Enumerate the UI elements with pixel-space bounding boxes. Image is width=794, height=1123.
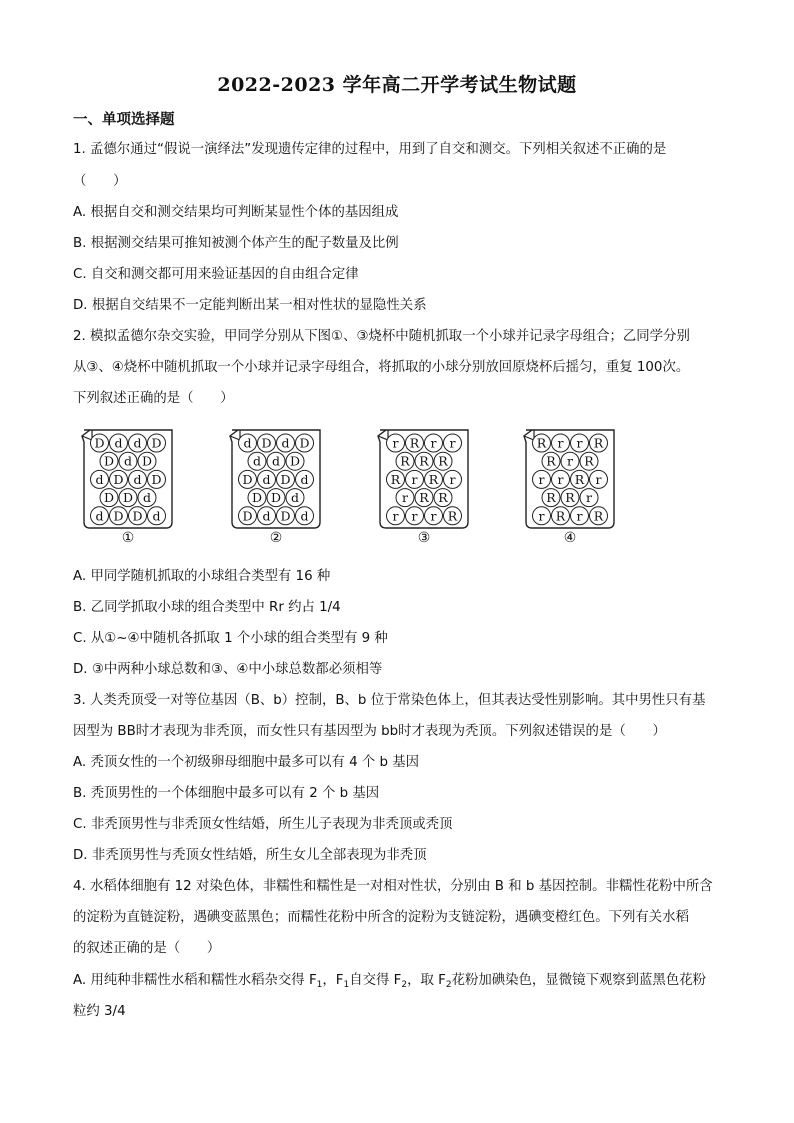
subscript: 2 — [401, 980, 408, 990]
q1-option-b: B. 根据测交结果可推知被测个体产生的配子数量及比例 — [73, 236, 399, 251]
ball-letter: r — [392, 508, 399, 524]
ball-letter: d — [114, 435, 123, 451]
q2-stem-line2: 从③、④烧杯中随机抓取一个小球并记录字母组合，将抓取的小球分别放回原烧杯后摇匀，重复 100次。 — [73, 360, 690, 375]
beaker-4-drawing — [522, 426, 618, 530]
ball-letter: r — [586, 490, 592, 506]
ball-letter: R — [536, 435, 547, 451]
ball-letter: R — [584, 453, 594, 469]
q4-stem-line1: 4. 水稻体细胞有 12 对染色体，非糯性和糯性是一对相对性状，分别由 B 和 b 基因控制。非糯性花粉中所含 — [73, 879, 713, 894]
page-title: 2022-2023 学年高二开学考试生物试题 — [217, 74, 577, 96]
ball-letter: D — [289, 453, 301, 469]
ball-letter: R — [555, 508, 566, 524]
ball-letter: r — [411, 471, 418, 487]
ball-letter: R — [438, 453, 448, 469]
ball-letter: D — [299, 435, 310, 451]
ball-letter: D — [280, 471, 291, 487]
q4-option-a-text: ，F — [322, 973, 344, 988]
ball-letter: r — [576, 508, 583, 524]
ball-letter: D — [141, 453, 153, 469]
ball-letter: R — [546, 453, 556, 469]
q2-option-c: C. 从①~④中随机各抓取 1 个小球的组合类型有 9 种 — [73, 631, 388, 646]
ball-letter: d — [290, 490, 300, 506]
ball-letter: d — [252, 453, 262, 469]
q4-stem-line2: 的淀粉为直链淀粉，遇碘变蓝黑色；而糯性花粉中所含的淀粉为支链淀粉，遇碘变橙红色。下列有关水稻 — [73, 910, 689, 925]
ball-letter: r — [557, 435, 564, 451]
ball-letter: r — [430, 435, 437, 451]
ball-letter: D — [242, 471, 253, 487]
q2-stem-line1: 2. 模拟孟德尔杂交实验，甲同学分别从下图①、③烧杯中随机抓取一个小球并记录字母组合；乙同学分别 — [73, 329, 690, 344]
ball-letter: R — [438, 490, 448, 506]
q3-option-b: B. 秃顶男性的一个体细胞中最多可以有 2 个 b 基因 — [73, 786, 380, 801]
ball-letter: d — [133, 471, 142, 487]
q2-option-a: A. 甲同学随机抓取的小球组合类型有 16 种 — [73, 569, 331, 584]
ball-letter: r — [567, 453, 573, 469]
ball-letter: R — [574, 471, 585, 487]
ball-letter: R — [400, 453, 410, 469]
q4-option-a-text: ，取 F — [407, 973, 446, 988]
q3-stem-line1: 3. 人类秃顶受一对等位基因（B、b）控制，B、b 位于常染色体上，但其表达受性别影响。其中男性只有基 — [73, 693, 706, 708]
q4-option-a-text: 花粉加碘染色，显微镜下观察到蓝黑色花粉 — [451, 973, 706, 988]
q2-option-b: B. 乙同学抓取小球的组合类型中 Rr 约占 1/4 — [73, 600, 341, 615]
ball-letter: d — [300, 471, 309, 487]
beaker-3 — [376, 426, 472, 552]
subscript: 1 — [343, 980, 350, 990]
ball-letter: d — [262, 471, 271, 487]
ball-letter: r — [576, 435, 583, 451]
ball-letter: D — [251, 490, 263, 506]
q3-option-a: A. 秃顶女性的一个初级卵母细胞中最多可以有 4 个 b 基因 — [73, 755, 420, 770]
ball-letter: D — [151, 471, 162, 487]
q3-option-c: C. 非秃顶男性与非秃顶女性结婚，所生儿子表现为非秃顶或秃顶 — [73, 817, 453, 832]
ball-letter: D — [113, 508, 124, 524]
beaker-4-label: ④ — [563, 530, 577, 546]
ball-letter: D — [113, 471, 124, 487]
ball-letter: R — [593, 508, 604, 524]
ball-letter: R — [546, 490, 556, 506]
section-heading: 一、单项选择题 — [73, 112, 175, 128]
q1-option-d: D. 根据自交结果不一定能判断出某一相对性状的显隐性关系 — [73, 298, 427, 313]
ball-letter: d — [95, 508, 104, 524]
ball-letter: R — [447, 508, 458, 524]
ball-letter: D — [261, 435, 272, 451]
ball-letter: D — [280, 508, 291, 524]
ball-letter: r — [557, 471, 564, 487]
beaker-1-drawing — [80, 426, 176, 530]
beaker-2-label: ② — [269, 530, 283, 546]
q1-option-c: C. 自交和测交都可用来验证基因的自由组合定律 — [73, 267, 359, 282]
ball-letter: r — [595, 471, 602, 487]
ball-letter: d — [152, 508, 161, 524]
ball-letter: R — [419, 453, 429, 469]
ball-letter: R — [419, 490, 429, 506]
ball-letter: d — [95, 471, 104, 487]
beaker-3-label: ③ — [417, 530, 431, 546]
beaker-3-drawing — [376, 426, 472, 530]
ball-letter: D — [94, 435, 105, 451]
beaker-1 — [80, 426, 176, 552]
ball-letter: r — [538, 508, 545, 524]
ball-letter: d — [133, 435, 142, 451]
ball-letter: d — [281, 435, 290, 451]
ball-letter: D — [122, 490, 134, 506]
q4-option-a-text: A. 用纯种非糯性水稻和糯性水稻杂交得 F — [73, 973, 317, 988]
ball-letter: R — [428, 471, 439, 487]
ball-letter: r — [449, 435, 456, 451]
ball-letter: r — [411, 508, 418, 524]
q3-option-d: D. 非秃顶男性与秃顶女性结婚，所生女儿全部表现为非秃顶 — [73, 848, 427, 863]
ball-letter: D — [242, 508, 253, 524]
ball-letter: R — [565, 490, 575, 506]
q4-option-a-line2: 粒约 3/4 — [73, 1004, 126, 1019]
ball-letter: R — [409, 435, 420, 451]
ball-letter: D — [270, 490, 282, 506]
ball-letter: r — [538, 471, 545, 487]
ball-letter: R — [390, 471, 401, 487]
beaker-1-label: ① — [121, 530, 135, 546]
ball-letter: r — [392, 435, 399, 451]
q1-option-a: A. 根据自交和测交结果均可判断某显性个体的基因组成 — [73, 205, 399, 220]
ball-letter: d — [142, 490, 152, 506]
q4-stem-line3: 的叙述正确的是（ ） — [73, 941, 221, 956]
beaker-2-drawing — [228, 426, 324, 530]
ball-letter: D — [103, 453, 115, 469]
q2-stem-line3: 下列叙述正确的是（ ） — [73, 391, 234, 406]
beaker-4 — [522, 426, 618, 552]
q4-option-a — [73, 972, 706, 994]
subscript: 2 — [445, 980, 452, 990]
ball-letter: r — [430, 508, 437, 524]
q4-option-a-text: 自交得 F — [349, 973, 402, 988]
ball-letter: R — [593, 435, 604, 451]
ball-letter: d — [243, 435, 252, 451]
q1-stem-line2: （ ） — [73, 174, 127, 189]
ball-letter: D — [151, 435, 162, 451]
ball-letter: D — [103, 490, 115, 506]
ball-letter: r — [402, 490, 408, 506]
ball-letter: d — [271, 453, 281, 469]
subscript: 1 — [316, 980, 323, 990]
q3-stem-line2: 因型为 BB时才表现为非秃顶，而女性只有基因型为 bb时才表现为秃顶。下列叙述错误的是（ ） — [73, 724, 666, 739]
ball-letter: d — [300, 508, 309, 524]
ball-letter: d — [123, 453, 133, 469]
ball-letter: D — [132, 508, 143, 524]
beaker-2 — [228, 426, 324, 552]
q1-stem-line1: 1. 孟德尔通过“假说一演绎法”发现遗传定律的过程中，用到了自交和测交。下列相关叙述不正确的是 — [73, 142, 667, 157]
ball-letter: d — [262, 508, 271, 524]
ball-letter: r — [449, 471, 456, 487]
beaker-figure — [80, 426, 640, 552]
q2-option-d: D. ③中两种小球总数和③、④中小球总数都必须相等 — [73, 662, 383, 677]
